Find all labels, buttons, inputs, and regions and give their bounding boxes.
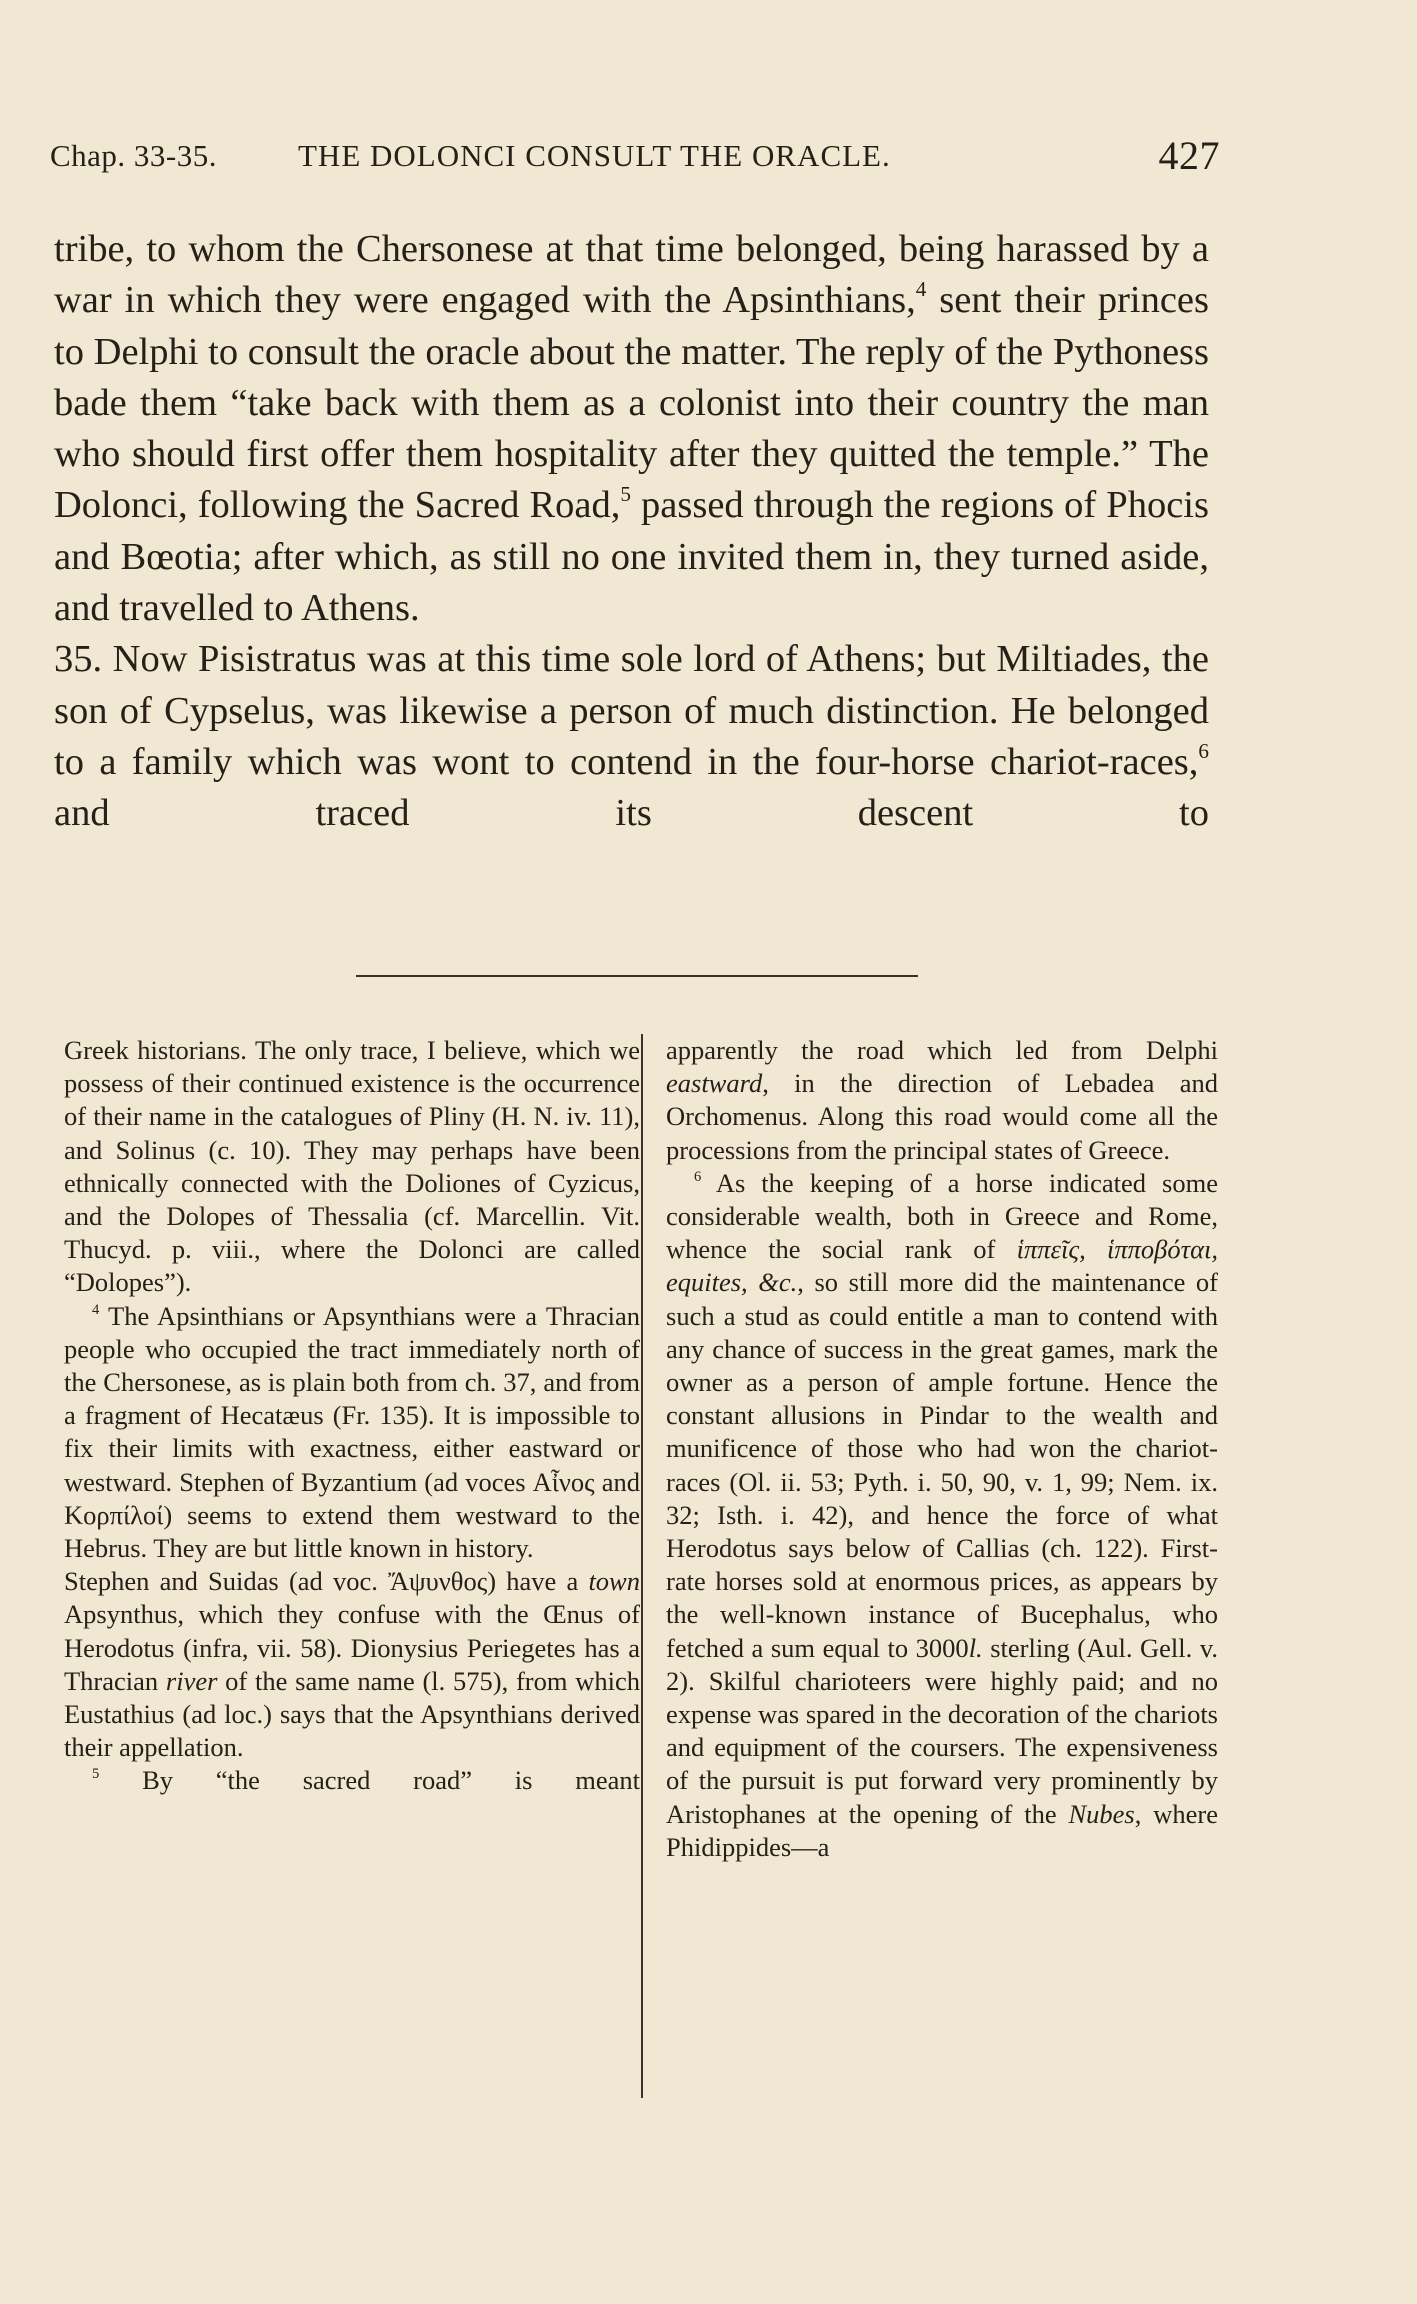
page-number: 427 bbox=[1158, 133, 1220, 178]
footnote-4: $^4$ The Apsinthians or Apsynthians were a Thracian people who occupied the tract immediately north of the Chersonese, as is plain both from ch. 37, and from a fragment of Hecatæus (Fr. 135). It is impossible to fix their limits with exactness, either eastward or westward. Stephen of Byzantium (ad voces Αἶνος and Κορπίλοί) seems to extend them westward to the Hebrus. They are but little known in history. bbox=[64, 1300, 640, 1564]
footnote-marker-6: 6 bbox=[694, 1168, 702, 1185]
footnote-ref-4: 4 bbox=[915, 277, 927, 302]
main-paragraph-1: tribe, to whom the Chersonese at that time belonged, being harassed by a war in which they were engaged with the Apsinthians,$^4$ sent their princes to Delphi to consult the oracle about the matter. The reply of the Pythoness bade them “take back with them as a colonist into their country the man who should first offer them hospitality after they quitted the temple.” The Dolonci, following the Sacred Road,$^5$ passed through the regions of Phocis and Bœotia; after which, as still no one invited them in, they turned aside, and travelled to Athens. bbox=[54, 228, 1209, 630]
footnote-marker-5: 5 bbox=[92, 1766, 100, 1783]
footnote-separator bbox=[356, 975, 918, 977]
footnotes-left-column bbox=[64, 1034, 640, 1798]
footnotes-right-column bbox=[666, 1034, 1218, 1864]
main-paragraph-2: 35. Now Pisistratus was at this time sole lord of Athens; but Miltiades, the son of Cypselus, was likewise a person of much distinction. He belonged to a family which was wont to contend in the four-horse chariot-races,$^6$ and traced its descent to bbox=[54, 638, 1209, 835]
footnote-continuation: Greek historians. The only trace, I believe, which we possess of their continued existence is the occurrence of their name in the catalogues of Pliny (H. N. iv. 11), and Solinus (c. 10). They may perhaps have been ethnically connected with the Doliones of Cyzicus, and the Dolopes of Thessalia (cf. Marcellin. Vit. Thucyd. p. viii., where the Dolonci are called “Dolopes”). bbox=[64, 1035, 640, 1298]
running-title: THE DOLONCI CONSULT THE ORACLE. bbox=[298, 138, 891, 173]
chapter-reference: Chap. 33-35. bbox=[50, 138, 218, 173]
footnote-ref-6: 6 bbox=[1198, 739, 1209, 764]
footnote-marker-4: 4 bbox=[92, 1301, 100, 1318]
running-header bbox=[50, 132, 1220, 182]
footnote-6: $^6$ As the keeping of a horse indicated some considerable wealth, both in Greece and Rome, whence the social rank of ἱππεῖς, ἱπποβόται, equites, &c., so still more did the maintenance of such a stud as could entitle a man to contend with any chance of success in the great games, mark the owner as a person of ample fortune. Hence the constant allusions in Pindar to the wealth and munificence of those who had won the chariot-races (Ol. ii. 53; Pyth. i. 50, 90, v. 1, 99; Nem. ix. 32; Isth. i. 42), and hence the force of what Herodotus says below of Callias (ch. 122). First-rate horses sold at enormous prices, as appears by the well-known instance of Bucephalus, who fetched a sum equal to 3000l. sterling (Aul. Gell. v. 2). Skilful charioteers were highly paid; and no expense was spared in the decoration of the chariots and equipment of the coursers. The expensiveness of the pursuit is put forward very prominently by Aristophanes at the opening of the Nubes, where Phidippides—a bbox=[666, 1167, 1219, 1862]
column-divider bbox=[641, 1034, 643, 2098]
main-text bbox=[54, 224, 1209, 840]
footnote-ref-5: 5 bbox=[620, 482, 631, 507]
footnote-4-continued: Stephen and Suidas (ad voc. Ἄψυνθος) have a town Apsynthus, which they confuse with the Œnus of Herodotus (infra, vii. 58). Dionysius Periegetes has a Thracian river of the same name (l. 575), from which Eustathius (ad loc.) says that the Apsynthians derived their appellation. bbox=[64, 1566, 640, 1763]
footnote-5-continued: apparently the road which led from Delphi eastward, in the direction of Lebadea and Orchomenus. Along this road would come all the processions from the principal states of Greece. bbox=[666, 1035, 1218, 1165]
footnote-5: $^5$ By “the sacred road” is meant bbox=[92, 1765, 640, 1796]
